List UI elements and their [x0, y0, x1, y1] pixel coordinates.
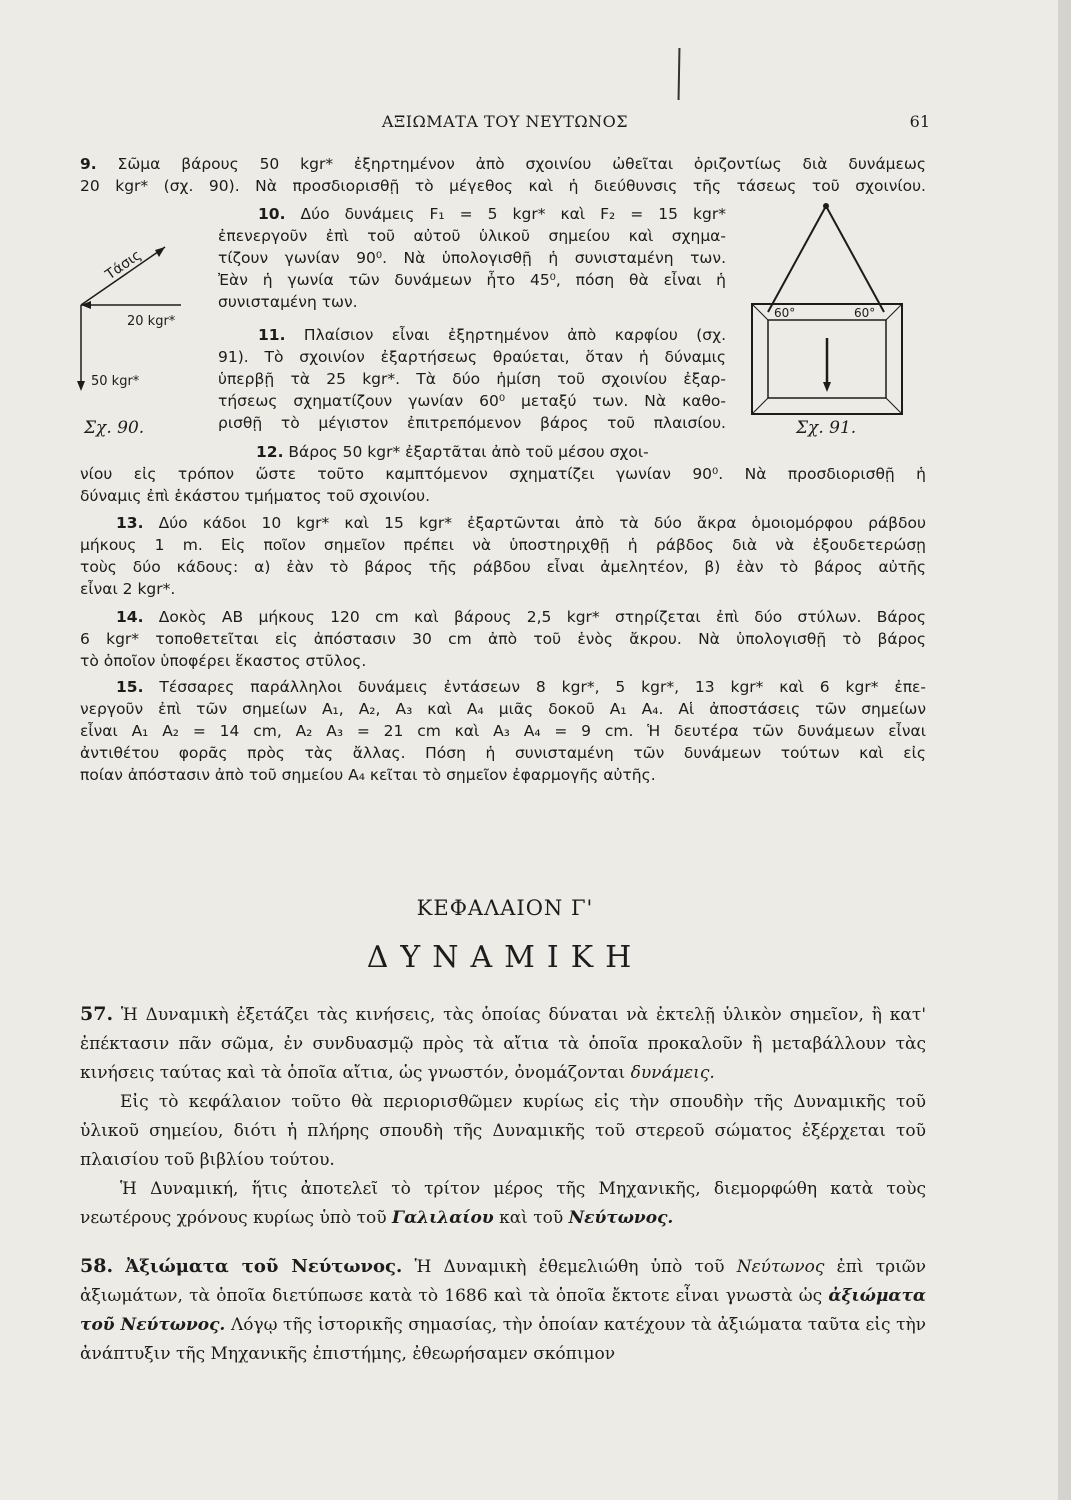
text-line: 91). Τὸ σχοινίον ἐξαρτήσεως θραύεται, ὅταν ἡ δύναμις	[218, 348, 726, 366]
text-line: Πλαίσιον εἶναι ἐξηρτημένον ἀπὸ καρφίου (σχ.	[303, 326, 726, 344]
text-line: Δοκὸς ΑΒ μήκους 120 cm καὶ βάρους 2,5 kgr* στηρίζεται ἐπὶ δύο στύλων. Βάρος	[158, 608, 926, 626]
header-title: ΑΞΙΩΜΑΤΑ ΤΟΥ ΝΕΥΤΩΝΟΣ	[381, 112, 629, 131]
text-line: ἀντιθέτου φορᾶς πρὸς τὰς ἄλλας. Πόση ἡ συνισταμένη τῶν δυνάμεων τούτων καὶ εἰς	[80, 744, 926, 762]
section-57	[80, 1000, 926, 1233]
paragraph	[80, 1175, 926, 1233]
problem-number: 10.	[258, 205, 286, 223]
text-line: ποίαν ἀπόστασιν ἀπὸ τοῦ σημείου A₄ κεῖται τὸ σημεῖον ἐφαρμογῆς αὐτῆς.	[80, 766, 656, 784]
paragraph-text: ἐπὶ τριῶν ἀξιωμάτων, τὰ ὁποῖα διετύπωσε κατὰ τὸ 1686 καὶ τὰ ὁποῖα ἔκτοτε εἶναι γνωστὰ ὡς	[80, 1257, 926, 1306]
section-number: 57.	[80, 1003, 114, 1025]
frame-corner	[886, 304, 902, 320]
chapter-label: ΚΕΦΑΛΑΙΟΝ Γ'	[416, 896, 594, 920]
text-line: τὸ ὁποῖον ὑποφέρει ἕκαστος στῦλος.	[80, 652, 367, 670]
string-right	[826, 206, 884, 312]
scan-mark	[678, 48, 681, 100]
frame-corner	[752, 398, 768, 414]
text-line: νίου εἰς τρόπον ὥστε τοῦτο καμπτόμενον σχηματίζει γωνίαν 90⁰. Νὰ προσδιορισθῇ ἡ	[80, 465, 926, 483]
page-edge	[1058, 0, 1071, 1500]
problem-12	[80, 441, 926, 507]
text-line: τήσεως σχηματίζουν γωνίαν 60⁰ μεταξύ των. Νὰ καθο-	[218, 392, 726, 410]
section-heading: Ἀξιώματα τοῦ Νεύτωνος.	[125, 1256, 403, 1277]
text-line: Ἐὰν ἡ γωνία τῶν δυνάμεων ἦτο 45⁰, πόση θὰ εἶναι ἡ	[218, 271, 726, 289]
paragraph	[80, 1088, 926, 1175]
page-number: 61	[909, 112, 930, 131]
text-line: νεργοῦν ἐπὶ τῶν σημείων A₁, A₂, A₃ καὶ A₄ μιᾶς δοκοῦ A₁ A₄. Αἱ ἀποστάσεις τῶν σημείων	[80, 700, 926, 718]
text-line: Βάρος 50 kgr* ἐξαρτᾶται ἀπὸ τοῦ μέσου σχοι-	[288, 443, 649, 461]
text-line: δύναμις ἐπὶ ἑκάστου τμήματος τοῦ σχοινίου.	[80, 487, 431, 505]
paragraph-text: καὶ τοῦ	[499, 1208, 564, 1228]
problem-number: 14.	[116, 608, 144, 626]
problem-number: 13.	[116, 514, 144, 532]
text-line: 6 kgr* τοποθετεῖται εἰς ἀπόστασιν 30 cm ἀπὸ τοῦ ἑνὸς ἄκρου. Νὰ ὑπολογισθῇ τὸ βάρος	[80, 630, 926, 648]
text-line: 20 kgr* (σχ. 90). Νὰ προσδιορισθῇ τὸ μέγεθος καὶ ἡ διεύθυνσις τῆς τάσεως τοῦ σχοινίου.	[80, 177, 926, 195]
problem-15	[80, 676, 926, 786]
label-angle-right: 60°	[854, 306, 876, 320]
weight-arrowhead	[77, 381, 85, 391]
problem-13	[80, 512, 926, 600]
text-line: Σῶμα βάρους 50 kgr* ἐξηρτημένον ἀπὸ σχοινίου ὠθεῖται ὁριζοντίως διὰ δυνάμεως	[117, 155, 926, 173]
paragraph-text: Ἡ Δυναμική, ἥτις ἀποτελεῖ τὸ τρίτον μέρος τῆς Μηχανικῆς, διεμορφώθη κατὰ τοὺς νεωτέρους χρόνους κυρίως ὑπὸ τοῦ	[80, 1179, 926, 1228]
problem-number: 11.	[258, 326, 286, 344]
emphasis: ἀξιώματα τοῦ Νεύτωνος.	[80, 1286, 926, 1335]
caption-fig-91: Σχ. 91.	[796, 418, 857, 438]
chapter-title: ΔΥΝΑΜΙΚΗ	[366, 940, 644, 975]
text-line: εἶναι 2 kgr*.	[80, 580, 176, 598]
text-line: τίζουν γωνίαν 90⁰. Νὰ ὑπολογισθῇ ἡ συνισταμένη των.	[218, 249, 726, 267]
emphasis: Νεύτωνος	[736, 1257, 825, 1277]
problem-number: 15.	[116, 678, 144, 696]
caption-fig-90: Σχ. 90.	[84, 418, 145, 438]
label-weight: 50 kgr*	[91, 374, 140, 389]
problem-11	[218, 324, 726, 434]
label-tension: Τάσις	[102, 247, 145, 284]
text-line: Δύο κάδοι 10 kgr* καὶ 15 kgr* ἐξαρτῶνται ἀπὸ τὰ δύο ἄκρα ὁμοιομόρφου ράβδου	[158, 514, 926, 532]
paragraph-text: Ἡ Δυναμικὴ ἐθεμελιώθη ὑπὸ τοῦ	[414, 1257, 725, 1277]
paragraph-text: Λόγῳ τῆς ἱστορικῆς σημασίας, τὴν ὁποίαν κατέχουν τὰ ἀξιώματα ταῦτα εἰς τὴν ἀνάπτυξιν τῆς Μηχανικῆς ἐπιστήμης, ἐθεωρήσαμεν σκόπιμον	[80, 1315, 926, 1364]
text-line: Δύο δυνάμεις F₁ = 5 kgr* καὶ F₂ = 15 kgr*	[300, 205, 726, 223]
text-line: τοὺς δύο κάδους: α) ἐὰν τὸ βάρος τῆς ράβδου εἶναι ἀμελητέον, β) ἐὰν τὸ βάρος αὐτῆς	[80, 558, 926, 576]
section-number: 58.	[80, 1255, 114, 1277]
problem-number: 12.	[256, 443, 284, 461]
paragraph-text: Ἡ Δυναμικὴ ἐξετάζει τὰς κινήσεις, τὰς ὁποίας δύναται νὰ ἐκτελῇ ὑλικὸν σημεῖον, ἢ κατ' ἐπέκτασιν πᾶν σῶμα, ἐν συνδυασμῷ πρὸς τὰ αἴτια τὰ ὁποῖα προκαλοῦν ἢ μεταβάλλουν τὰς κινήσεις ταύτας καὶ τὰ ὁποῖα αἴτια, ὡς γνωστόν, ὀνομάζονται	[80, 1005, 926, 1083]
text-line: Τέσσαρες παράλληλοι δυνάμεις ἐντάσεων 8 kgr*, 5 kgr*, 13 kgr* καὶ 6 kgr* ἐπε-	[159, 678, 926, 696]
text-line: συνισταμένη των.	[218, 293, 358, 311]
figure-91	[746, 198, 916, 420]
text-line: ἐπενεργοῦν ἐπὶ τοῦ αὐτοῦ ὑλικοῦ σημείου καὶ σχημα-	[218, 227, 726, 245]
problem-9	[80, 153, 926, 197]
emphasis: Γαλιλαίου	[392, 1208, 494, 1228]
frame-corner	[886, 398, 902, 414]
string-left	[768, 206, 826, 312]
label-push: 20 kgr*	[127, 314, 176, 329]
problem-14	[80, 606, 926, 672]
emphasis: Νεύτωνος.	[568, 1208, 674, 1228]
running-header	[80, 112, 930, 136]
section-58	[80, 1252, 926, 1369]
paragraph	[80, 1252, 926, 1369]
label-angle-left: 60°	[774, 306, 796, 320]
paragraph-text: Εἰς τὸ κεφάλαιον τοῦτο θὰ περιορισθῶμεν κυρίως εἰς τὴν σπουδὴν τῆς Δυναμικῆς τοῦ ὑλικοῦ σημείου, διότι ἡ πλήρης σπουδὴ τῆς Δυναμικῆς τοῦ στερεοῦ σώματος ἐξέρχεται τοῦ πλαισίου τοῦ βιβλίου τούτου.	[80, 1092, 926, 1170]
text-line: μήκους 1 m. Εἰς ποῖον σημεῖον πρέπει νὰ ὑποστηριχθῇ ἡ ράβδος διὰ νὰ ἐξουδετερώσῃ	[80, 536, 926, 554]
text-line: ὑπερβῇ τὰ 25 kgr*. Τὰ δύο ἡμίση τοῦ σχοινίου ἐξαρ-	[218, 370, 726, 388]
text-line: ρισθῇ τὸ μέγιστον ἐπιτρεπόμενον βάρος τοῦ πλαισίου.	[218, 414, 726, 432]
problem-number: 9.	[80, 155, 97, 173]
emphasis: δυνάμεις.	[630, 1063, 715, 1083]
figure-90	[75, 235, 215, 405]
problem-10	[218, 203, 726, 313]
frame-corner	[752, 304, 768, 320]
tension-arrowhead	[155, 247, 165, 257]
text-line: εἶναι A₁ A₂ = 14 cm, A₂ A₃ = 21 cm καὶ A₃ A₄ = 9 cm. Ἡ δευτέρα τῶν δυνάμεων εἶναι	[80, 722, 926, 740]
paragraph	[80, 1000, 926, 1088]
